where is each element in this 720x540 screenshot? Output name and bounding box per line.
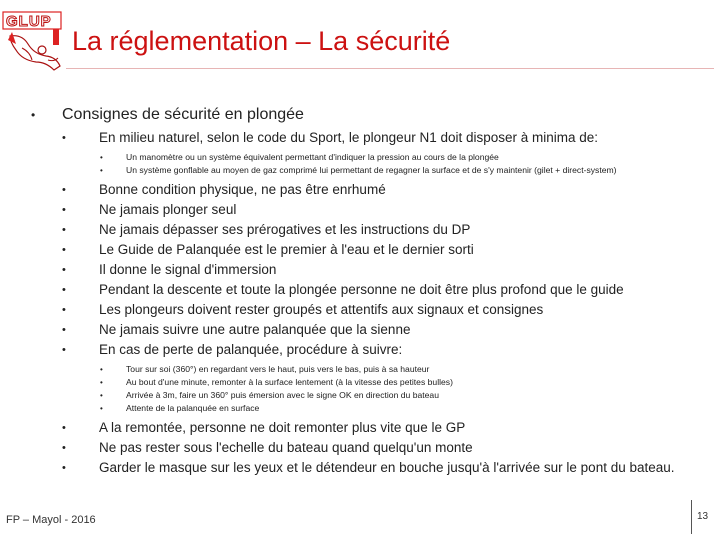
list-item-text: Bonne condition physique, ne pas être enrhumé xyxy=(99,182,386,197)
bullet-icon: • xyxy=(100,391,103,400)
list-item-text: Pendant la descente et toute la plongée personne ne doit être plus profond que le guide xyxy=(99,282,624,297)
sub-list-item xyxy=(62,402,712,415)
list-item-text: En milieu naturel, selon le code du Sport, le plongeur N1 doit disposer à minima de: xyxy=(99,130,599,145)
list-item xyxy=(62,280,712,300)
list-item xyxy=(62,260,712,280)
bullet-icon: • xyxy=(62,204,66,216)
bullet-icon: • xyxy=(62,462,66,474)
list-item xyxy=(62,458,712,478)
footer-text: FP – Mayol - 2016 xyxy=(6,514,96,526)
bullet-icon: • xyxy=(62,422,66,434)
list-item-text: Ne jamais dépasser ses prérogatives et les instructions du DP xyxy=(99,222,471,237)
sub-list-item xyxy=(62,164,712,177)
list-item-text: Ne jamais plonger seul xyxy=(99,202,237,217)
list-item-text: A la remontée, personne ne doit remonter plus vite que le GP xyxy=(99,420,466,435)
list-item-text: Le Guide de Palanquée est le premier à l'eau et le dernier sorti xyxy=(99,242,474,257)
bullet-icon: • xyxy=(62,442,66,454)
sub-list-item-text: Au bout d'une minute, remonter à la surface lentement (à la vitesse des petites bulles) xyxy=(126,377,453,387)
list-item xyxy=(62,340,712,360)
list-item-text: Ne pas rester sous l'echelle du bateau quand quelqu'un monte xyxy=(99,440,473,455)
page-number-divider xyxy=(691,500,692,534)
list-item xyxy=(62,418,712,438)
list-item-text: En cas de perte de palanquée, procédure à suivre: xyxy=(99,342,403,357)
list-item xyxy=(62,240,712,260)
bullet-icon: • xyxy=(62,224,66,236)
bullet-icon: • xyxy=(62,244,66,256)
list-item xyxy=(62,320,712,340)
glup-logo xyxy=(2,10,64,72)
list-item xyxy=(62,300,712,320)
bullet-icon: • xyxy=(62,184,66,196)
sub-list-item-text: Un système gonflable au moyen de gaz comprimé lui permettant de regagner la surface et de s'y maintenir (gilet + direct-system) xyxy=(126,165,617,175)
sub-list-item-text: Un manomètre ou un système équivalent permettant d'indiquer la pression au cours de la plongée xyxy=(126,152,499,162)
section-heading: Consignes de sécurité en plongée xyxy=(62,106,304,123)
list-item xyxy=(62,128,712,148)
bullet-icon: • xyxy=(100,153,103,162)
sub-list-item xyxy=(62,389,712,402)
sub-list-item-text: Arrivée à 3m, faire un 360° puis émersion avec le signe OK en direction du bateau xyxy=(126,390,439,400)
list-item xyxy=(62,200,712,220)
sub-list-item xyxy=(62,376,712,389)
bullet-icon: • xyxy=(100,365,103,374)
bullet-icon: • xyxy=(62,344,66,356)
list-item xyxy=(62,438,712,458)
list-item xyxy=(62,180,712,200)
list-item-text: Ne jamais suivre une autre palanquée que la sienne xyxy=(99,322,411,337)
title-divider xyxy=(66,68,714,69)
sub-list-item xyxy=(62,363,712,376)
bullet-icon: • xyxy=(100,404,103,413)
bullet-icon: • xyxy=(31,108,36,122)
list-item-text: Les plongeurs doivent rester groupés et attentifs aux signaux et consignes xyxy=(99,302,544,317)
list-item xyxy=(62,220,712,240)
logo-text: GLUP xyxy=(6,13,52,30)
bullet-icon: • xyxy=(62,324,66,336)
slide-title: La réglementation – La sécurité xyxy=(72,26,451,56)
consignes-list xyxy=(62,128,712,478)
bullet-icon: • xyxy=(100,378,103,387)
list-item-text: Garder le masque sur les yeux et le détendeur en bouche jusqu'à l'arrivée sur le pont du bateau. xyxy=(99,460,675,475)
bullet-icon: • xyxy=(62,132,66,144)
page-number: 13 xyxy=(697,511,709,522)
list-item-text: Il donne le signal d'immersion xyxy=(99,262,277,277)
bullet-icon: • xyxy=(62,264,66,276)
bullet-icon: • xyxy=(62,284,66,296)
sub-list-item-text: Attente de la palanquée en surface xyxy=(126,403,260,413)
bullet-icon: • xyxy=(100,166,103,175)
sub-list-item-text: Tour sur soi (360°) en regardant vers le haut, puis vers le bas, puis à sa hauteur xyxy=(126,364,430,374)
sub-list-item xyxy=(62,151,712,164)
bullet-icon: • xyxy=(62,304,66,316)
